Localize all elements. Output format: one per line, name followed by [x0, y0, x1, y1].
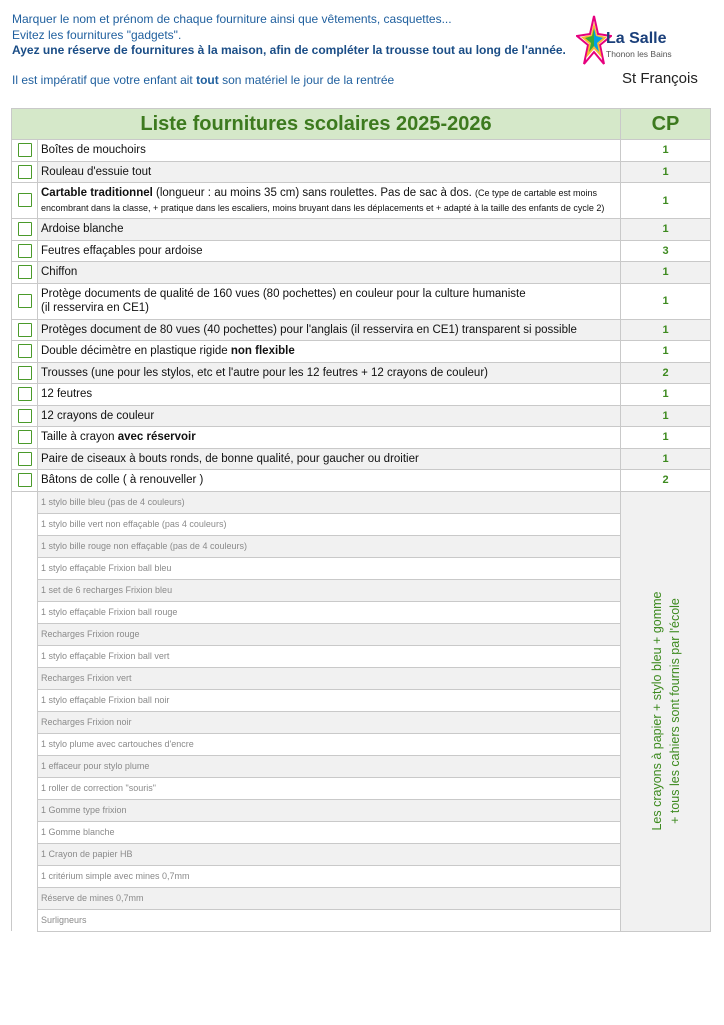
header-instructions	[12, 12, 572, 88]
checkbox-cell	[12, 161, 38, 183]
item-quantity: 2	[621, 470, 711, 492]
table-row	[12, 362, 711, 384]
empty-cell	[12, 557, 38, 579]
checkbox[interactable]	[18, 143, 32, 157]
item-quantity: 1	[621, 262, 711, 284]
empty-cell	[12, 799, 38, 821]
supplied-item-label: 1 stylo effaçable Frixion ball rouge	[38, 601, 621, 623]
item-quantity: 1	[621, 283, 711, 319]
checkbox[interactable]	[18, 193, 32, 207]
checkbox-cell	[12, 183, 38, 219]
empty-cell	[12, 491, 38, 513]
item-label: Taille à crayon avec réservoir	[38, 427, 621, 449]
supplied-item-label: 1 effaceur pour stylo plume	[38, 755, 621, 777]
item-quantity: 1	[621, 219, 711, 241]
table-title: Liste fournitures scolaires 2025-2026	[12, 109, 621, 140]
item-label: Rouleau d'essuie tout	[38, 161, 621, 183]
supplied-row	[12, 711, 711, 733]
checkbox[interactable]	[18, 473, 32, 487]
table-row	[12, 384, 711, 406]
school-logo	[576, 8, 716, 92]
empty-cell	[12, 887, 38, 909]
checkbox-cell	[12, 319, 38, 341]
supplied-row	[12, 733, 711, 755]
supplied-item-label: 1 Crayon de papier HB	[38, 843, 621, 865]
checkbox[interactable]	[18, 165, 32, 179]
supplied-row	[12, 843, 711, 865]
checkbox-cell	[12, 219, 38, 241]
supplied-row	[12, 667, 711, 689]
supplied-row	[12, 777, 711, 799]
supplied-row	[12, 623, 711, 645]
table-row	[12, 448, 711, 470]
empty-cell	[12, 755, 38, 777]
supplied-note-cell	[621, 491, 711, 931]
checkbox[interactable]	[18, 244, 32, 258]
supplies-table	[11, 108, 711, 932]
table-row	[12, 427, 711, 449]
empty-cell	[12, 535, 38, 557]
supplied-item-label: 1 stylo bille rouge non effaçable (pas de 4 couleurs)	[38, 535, 621, 557]
checkbox[interactable]	[18, 294, 32, 308]
item-label: Bâtons de colle ( à renouveller )	[38, 470, 621, 492]
checkbox[interactable]	[18, 452, 32, 466]
table-row	[12, 219, 711, 241]
checkbox-cell	[12, 405, 38, 427]
item-quantity: 1	[621, 140, 711, 162]
item-quantity: 1	[621, 319, 711, 341]
checkbox[interactable]	[18, 387, 32, 401]
item-label: Protège documents de qualité de 160 vues (80 pochettes) en couleur pour la culture humaniste (il resservira en CE1)	[38, 283, 621, 319]
supplied-item-label: 1 stylo effaçable Frixion ball noir	[38, 689, 621, 711]
supplied-item-label: 1 set de 6 recharges Frixion bleu	[38, 579, 621, 601]
item-quantity: 1	[621, 384, 711, 406]
empty-cell	[12, 645, 38, 667]
checkbox-cell	[12, 427, 38, 449]
item-label: Paire de ciseaux à bouts ronds, de bonne qualité, pour gaucher ou droitier	[38, 448, 621, 470]
instruction-line-1: Marquer le nom et prénom de chaque fourniture ainsi que vêtements, casquettes...	[12, 12, 452, 26]
item-quantity: 1	[621, 341, 711, 363]
supplied-row	[12, 821, 711, 843]
supplied-row	[12, 601, 711, 623]
item-quantity: 1	[621, 161, 711, 183]
supplied-item-label: 1 critérium simple avec mines 0,7mm	[38, 865, 621, 887]
supplied-row	[12, 535, 711, 557]
supplied-row	[12, 491, 711, 513]
item-label: Chiffon	[38, 262, 621, 284]
supplied-row	[12, 557, 711, 579]
supplied-row	[12, 579, 711, 601]
supplied-item-label: 1 stylo effaçable Frixion ball vert	[38, 645, 621, 667]
checkbox[interactable]	[18, 430, 32, 444]
supplied-item-label: Réserve de mines 0,7mm	[38, 887, 621, 909]
logo-name: La Salle	[606, 30, 667, 47]
item-label: 12 crayons de couleur	[38, 405, 621, 427]
supplied-row	[12, 513, 711, 535]
empty-cell	[12, 821, 38, 843]
checkbox-cell	[12, 341, 38, 363]
supplied-item-label: 1 stylo plume avec cartouches d'encre	[38, 733, 621, 755]
checkbox-cell	[12, 240, 38, 262]
empty-cell	[12, 843, 38, 865]
checkbox-cell	[12, 262, 38, 284]
checkbox-cell	[12, 283, 38, 319]
supplied-item-label: Recharges Frixion rouge	[38, 623, 621, 645]
supplied-row	[12, 909, 711, 931]
supplied-item-label: Recharges Frixion vert	[38, 667, 621, 689]
empty-cell	[12, 579, 38, 601]
table-row	[12, 405, 711, 427]
checkbox[interactable]	[18, 344, 32, 358]
table-row	[12, 341, 711, 363]
item-label: Protèges document de 80 vues (40 pochettes) pour l'anglais (il resservira en CE1) transparent si possible	[38, 319, 621, 341]
empty-cell	[12, 689, 38, 711]
item-label: Boîtes de mouchoirs	[38, 140, 621, 162]
supplied-item-label: Recharges Frixion noir	[38, 711, 621, 733]
checkbox-cell	[12, 448, 38, 470]
empty-cell	[12, 909, 38, 931]
instruction-line-3: Ayez une réserve de fournitures à la maison, afin de compléter la trousse tout au long de l'année.	[12, 43, 566, 57]
supplied-item-label: 1 stylo bille bleu (pas de 4 couleurs)	[38, 491, 621, 513]
table-row	[12, 183, 711, 219]
item-quantity: 1	[621, 405, 711, 427]
empty-cell	[12, 513, 38, 535]
table-row	[12, 470, 711, 492]
supplied-item-label: 1 Gomme type frixion	[38, 799, 621, 821]
item-label: Ardoise blanche	[38, 219, 621, 241]
table-title-row	[12, 109, 711, 140]
empty-cell	[12, 733, 38, 755]
item-label: Double décimètre en plastique rigide non flexible	[38, 341, 621, 363]
supplied-item-label: 1 roller de correction "souris"	[38, 777, 621, 799]
supplied-row	[12, 689, 711, 711]
table-row	[12, 140, 711, 162]
logo-school: St François	[622, 70, 698, 87]
empty-cell	[12, 623, 38, 645]
item-quantity: 2	[621, 362, 711, 384]
table-row	[12, 319, 711, 341]
item-quantity: 3	[621, 240, 711, 262]
empty-cell	[12, 711, 38, 733]
instruction-line-2: Evitez les fournitures "gadgets".	[12, 27, 182, 42]
table-row	[12, 240, 711, 262]
supplied-row	[12, 865, 711, 887]
item-label: Feutres effaçables pour ardoise	[38, 240, 621, 262]
table-row	[12, 283, 711, 319]
supplied-row	[12, 755, 711, 777]
checkbox-cell	[12, 140, 38, 162]
supplied-item-label: Surligneurs	[38, 909, 621, 931]
item-quantity: 1	[621, 448, 711, 470]
empty-cell	[12, 777, 38, 799]
empty-cell	[12, 865, 38, 887]
table-row	[12, 262, 711, 284]
supplied-row	[12, 799, 711, 821]
item-label: Cartable traditionnel (longueur : au moins 35 cm) sans roulettes. Pas de sac à dos. (Ce type de cartable est moins encombrant dans la classe, + pratique dans les escaliers, moins bruyant dans les déplacements et + adapté à la taille des enfants de cycle 2)	[38, 183, 621, 219]
supplied-note: Les crayons à papier + stylo bleu + gomme + tous les cahiers sont fournis par l'école	[649, 591, 682, 831]
checkbox[interactable]	[18, 366, 32, 380]
supplied-item-label: 1 stylo effaçable Frixion ball bleu	[38, 557, 621, 579]
checkbox[interactable]	[18, 409, 32, 423]
supplied-item-label: 1 Gomme blanche	[38, 821, 621, 843]
item-quantity: 1	[621, 183, 711, 219]
item-label: 12 feutres	[38, 384, 621, 406]
logo-city: Thonon les Bains	[606, 49, 672, 59]
supplied-item-label: 1 stylo bille vert non effaçable (pas 4 couleurs)	[38, 513, 621, 535]
checkbox[interactable]	[18, 323, 32, 337]
level-header: CP	[621, 109, 711, 140]
checkbox-cell	[12, 470, 38, 492]
checkbox-cell	[12, 384, 38, 406]
item-quantity: 1	[621, 427, 711, 449]
item-label: Trousses (une pour les stylos, etc et l'autre pour les 12 feutres + 12 crayons de couleur)	[38, 362, 621, 384]
checkbox-cell	[12, 362, 38, 384]
supplied-row	[12, 645, 711, 667]
supplied-row	[12, 887, 711, 909]
table-row	[12, 161, 711, 183]
checkbox[interactable]	[18, 265, 32, 279]
checkbox[interactable]	[18, 222, 32, 236]
instruction-line-4: Il est impératif que votre enfant ait tout son matériel le jour de la rentrée	[12, 72, 395, 87]
empty-cell	[12, 667, 38, 689]
empty-cell	[12, 601, 38, 623]
